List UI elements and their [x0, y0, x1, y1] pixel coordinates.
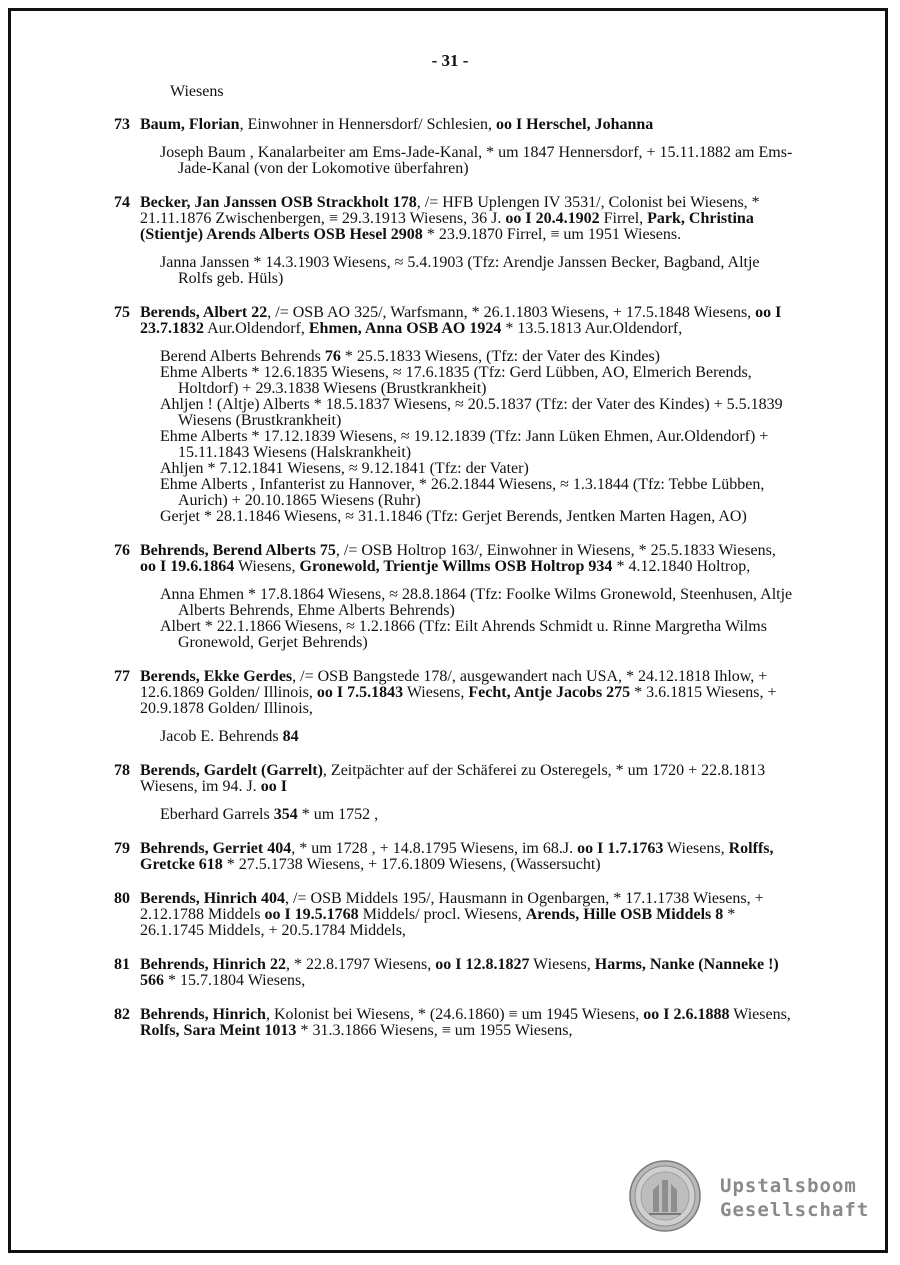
child-record [160, 807, 794, 823]
entry-main-text [140, 117, 794, 133]
child-record [160, 397, 794, 429]
text-segment: , * um 1728 , + 14.8.1795 Wiesens, im 68.J. [291, 840, 578, 857]
bold-segment: 76 [324, 348, 341, 365]
text-segment: Janna Janssen * 14.3.1903 Wiesens, ≈ 5.4.1903 (Tfz: Arendje Janssen Becker, Bagband, Altje Rolfs geb. Hüls) [160, 254, 760, 287]
genealogy-entry [114, 763, 794, 823]
entry-main-text [140, 1007, 794, 1039]
entry-number: 81 [114, 956, 130, 973]
text-segment: * 23.9.1870 Firrel, ≡ um 1951 Wiesens. [422, 226, 682, 243]
text-segment: * 26.1.1745 Middels, + 20.5.1784 Middels, [140, 906, 736, 939]
text-segment: , /= OSB Bangstede 178/, ausgewandert nach USA, * 24.12.1818 Ihlow, + 12.6.1869 Golden/ Illinois, [140, 668, 768, 701]
text-segment: Ahljen * 7.12.1841 Wiesens, ≈ 9.12.1841 (Tfz: der Vater) [160, 460, 529, 477]
bold-segment: Berends, Ekke Gerdes [140, 668, 293, 685]
text-segment: Joseph Baum , Kanalarbeiter am Ems-Jade-Kanal, * um 1847 Hennersdorf, + 15.11.1882 am Ems-Jade-Kanal (von der Lokomotive überfahren) [160, 144, 793, 177]
bold-segment: oo I 2.6.1888 [643, 1006, 730, 1023]
entry-main-text [140, 305, 794, 337]
text-segment: * um 1752 , [297, 806, 379, 823]
entry-number: 73 [114, 116, 130, 133]
bold-segment: Harms, Nanke (Nanneke !) 566 [140, 956, 779, 989]
entry-main-text [140, 841, 794, 873]
genealogy-entries [114, 117, 794, 1057]
children-list [140, 349, 794, 525]
text-segment: Berend Alberts Behrends [160, 348, 325, 365]
child-record [160, 349, 794, 365]
genealogy-entry [114, 891, 794, 939]
text-segment: , Zeitpächter auf der Schäferei zu Osteregels, * um 1720 + 22.8.1813 Wiesens, im 94. J. [140, 762, 766, 795]
children-list [140, 145, 794, 177]
entry-main-text [140, 669, 794, 717]
bold-segment: 354 [273, 806, 298, 823]
text-segment: Wiesens, [529, 956, 595, 973]
child-record [160, 587, 794, 619]
children-list [140, 807, 794, 823]
text-segment: * 4.12.1840 Holtrop, [612, 558, 751, 575]
society-logo [629, 1160, 875, 1232]
genealogy-entry [114, 669, 794, 745]
text-segment: Wiesens, [234, 558, 300, 575]
genealogy-entry [114, 195, 794, 287]
text-segment: Jacob E. Behrends [160, 728, 283, 745]
genealogy-entry [114, 117, 794, 177]
child-record [160, 365, 794, 397]
bold-segment: Behrends, Berend Alberts 75 [140, 542, 336, 559]
text-segment: Wiesens, [403, 684, 469, 701]
entry-number: 77 [114, 668, 130, 685]
child-record [160, 255, 794, 287]
text-segment: Aur.Oldendorf, [204, 320, 309, 337]
logo-line-2: Gesellschaft [720, 1199, 870, 1221]
logo-line-1: Upstalsboom [720, 1175, 857, 1197]
bold-segment: Behrends, Hinrich [140, 1006, 266, 1023]
child-record [160, 461, 794, 477]
entry-number: 78 [114, 762, 130, 779]
text-segment: Ehme Alberts , Infanterist zu Hannover, * 26.2.1844 Wiesens, ≈ 1.3.1844 (Tfz: Tebbe Lübben, Aurich) + 20.10.1865 Wiesens (Ruhr) [160, 476, 765, 509]
bold-segment: 84 [282, 728, 299, 745]
bold-segment: oo I [260, 778, 287, 795]
children-list [140, 587, 794, 651]
children-list [140, 729, 794, 745]
bold-segment: Rolffs, Gretcke 618 [140, 840, 774, 873]
text-segment: Eberhard Garrels [160, 806, 274, 823]
bold-segment: Rolfs, Sara Meint 1013 [140, 1022, 297, 1039]
genealogy-entry [114, 305, 794, 525]
entry-number: 80 [114, 890, 130, 907]
bold-segment: oo I 19.5.1768 [264, 906, 359, 923]
genealogy-entry [114, 543, 794, 651]
bold-segment: Ehmen, Anna OSB AO 1924 [308, 320, 502, 337]
text-segment: Gerjet * 28.1.1846 Wiesens, ≈ 31.1.1846 (Tfz: Gerjet Berends, Jentken Marten Hagen, AO) [160, 508, 747, 525]
text-segment: Ehme Alberts * 12.6.1835 Wiesens, ≈ 17.6.1835 (Tfz: Gerd Lübben, AO, Elmerich Berends, Holtdorf) + 29.3.1838 Wiesens (Brustkrankheit) [160, 364, 752, 397]
child-record [160, 509, 794, 525]
text-segment: Albert * 22.1.1866 Wiesens, ≈ 1.2.1866 (Tfz: Eilt Ahrends Schmidt u. Rinne Margretha Wilms Gronewold, Gerjet Behrends) [160, 618, 767, 651]
continuation-text: Wiesens [170, 83, 224, 100]
bold-segment: Berends, Gardelt (Garrelt) [140, 762, 323, 779]
text-segment: Ahljen ! (Altje) Alberts * 18.5.1837 Wiesens, ≈ 20.5.1837 (Tfz: der Vater des Kindes) + 5.5.1839 Wiesens (Brustkrankheit) [160, 396, 783, 429]
bold-segment: oo I 7.5.1843 [316, 684, 404, 701]
entry-number: 79 [114, 840, 130, 857]
text-segment: , /= OSB Middels 195/, Hausmann in Ogenbargen, * 17.1.1738 Wiesens, + 2.12.1788 Middels [140, 890, 764, 923]
bold-segment: Arends, Hille OSB Middels 8 [525, 906, 724, 923]
text-segment: , /= OSB Holtrop 163/, Einwohner in Wiesens, * 25.5.1833 Wiesens, [335, 542, 776, 559]
entry-number: 74 [114, 194, 130, 211]
entry-main-text [140, 543, 794, 575]
text-segment: , /= OSB AO 325/, Warfsmann, * 26.1.1803 Wiesens, + 17.5.1848 Wiesens, [267, 304, 756, 321]
text-segment: * 25.5.1833 Wiesens, (Tfz: der Vater des Kindes) [340, 348, 660, 365]
text-segment: , Kolonist bei Wiesens, * (24.6.1860) ≡ um 1945 Wiesens, [265, 1006, 644, 1023]
bold-segment: oo I 1.7.1763 [577, 840, 664, 857]
text-segment: Wiesens, [663, 840, 729, 857]
entry-main-text [140, 195, 794, 243]
bold-segment: Berends, Hinrich 404 [140, 890, 286, 907]
entry-main-text [140, 891, 794, 939]
text-segment: , Einwohner in Hennersdorf/ Schlesien, [239, 116, 496, 133]
bold-segment: oo I Herschel, Johanna [495, 116, 654, 133]
bold-segment: Park, Christina (Stientje) Arends Alberts OSB Hesel 2908 [140, 210, 754, 243]
bold-segment: oo I 19.6.1864 [140, 558, 235, 575]
child-record [160, 429, 794, 461]
entry-number: 82 [114, 1006, 130, 1023]
bold-segment: Becker, Jan Janssen OSB Strackholt 178 [140, 194, 417, 211]
children-list [140, 255, 794, 287]
text-segment: * 27.5.1738 Wiesens, + 17.6.1809 Wiesens, (Wassersucht) [222, 856, 601, 873]
bold-segment: Fecht, Antje Jacobs 275 [468, 684, 631, 701]
bold-segment: oo I 12.8.1827 [435, 956, 530, 973]
text-segment: * 15.7.1804 Wiesens, [164, 972, 306, 989]
text-segment: Middels/ procl. Wiesens, [358, 906, 526, 923]
bold-segment: Gronewold, Trientje Willms OSB Holtrop 934 [299, 558, 613, 575]
entry-number: 76 [114, 542, 130, 559]
seal-emblem-icon [629, 1160, 701, 1232]
child-record [160, 477, 794, 509]
bold-segment: Behrends, Hinrich 22 [140, 956, 286, 973]
child-record [160, 145, 794, 177]
genealogy-entry [114, 1007, 794, 1039]
bold-segment: Behrends, Gerriet 404 [140, 840, 292, 857]
text-segment: * 13.5.1813 Aur.Oldendorf, [501, 320, 683, 337]
text-segment: * 31.3.1866 Wiesens, ≡ um 1955 Wiesens, [296, 1022, 573, 1039]
bold-segment: oo I 20.4.1902 [505, 210, 600, 227]
page-number: - 31 - [431, 51, 469, 70]
child-record [160, 729, 794, 745]
child-record [160, 619, 794, 651]
text-segment: * 3.6.1815 Wiesens, + 20.9.1878 Golden/ Illinois, [140, 684, 777, 717]
text-segment: , /= HFB Uplengen IV 3531/, Colonist bei Wiesens, * 21.11.1876 Zwischenbergen, ≡ 29.3.1913 Wiesens, 36 J. [140, 194, 760, 227]
bold-segment: oo I 23.7.1832 [140, 304, 782, 337]
bold-segment: Baum, Florian [140, 116, 240, 133]
text-segment: Ehme Alberts * 17.12.1839 Wiesens, ≈ 19.12.1839 (Tfz: Jann Lüken Ehmen, Aur.Oldendorf) + 15.11.1843 Wiesens (Halskrankheit) [160, 428, 769, 461]
text-segment: Firrel, [599, 210, 648, 227]
entry-main-text [140, 957, 794, 989]
entry-main-text [140, 763, 794, 795]
text-segment: Anna Ehmen * 17.8.1864 Wiesens, ≈ 28.8.1864 (Tfz: Foolke Wilms Gronewold, Steenhusen, Altje Alberts Behrends, Ehme Alberts Behrends) [160, 586, 793, 619]
genealogy-entry [114, 957, 794, 989]
logo-text [720, 1174, 869, 1222]
text-segment: , * 22.8.1797 Wiesens, [285, 956, 436, 973]
text-segment: Wiesens, [729, 1006, 791, 1023]
bold-segment: Berends, Albert 22 [140, 304, 268, 321]
genealogy-entry [114, 841, 794, 873]
entry-number: 75 [114, 304, 130, 321]
